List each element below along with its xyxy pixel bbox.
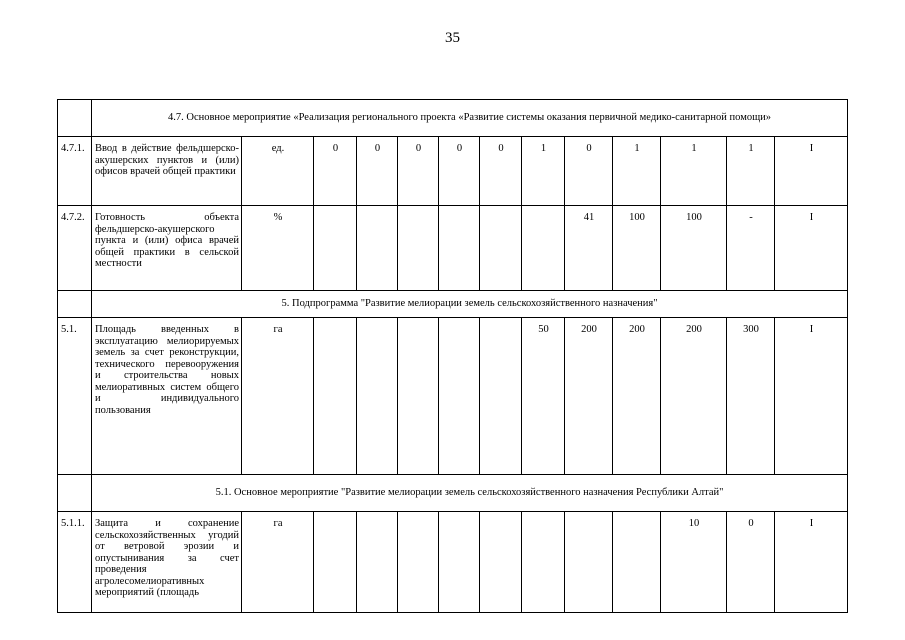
value-cell <box>480 512 522 613</box>
value-cell: 50 <box>522 318 565 475</box>
value-cell: I <box>775 318 848 475</box>
table-cell-empty <box>58 291 92 318</box>
indicator-name: Защита и сохранение сельскохозяйственных угодий от ветровой эрозии и опустынивания за счет проведения агролесомелиоративных мероприятий (площадь <box>92 512 242 613</box>
value-cell: I <box>775 512 848 613</box>
value-cell: 100 <box>613 206 661 291</box>
value-cell <box>357 206 398 291</box>
value-cell: 0 <box>565 137 613 206</box>
value-cell: 200 <box>613 318 661 475</box>
value-cell: 1 <box>613 137 661 206</box>
value-cell <box>480 318 522 475</box>
value-cell <box>398 512 439 613</box>
value-cell <box>357 512 398 613</box>
value-cell: 0 <box>727 512 775 613</box>
value-cell: 0 <box>439 137 480 206</box>
unit-cell: га <box>242 318 314 475</box>
indicator-name: Ввод в действие фельдшерско-акушерских пунктов и (или) офисов врачей общей практики <box>92 137 242 206</box>
row-number: 4.7.1. <box>58 137 92 206</box>
table-cell-empty <box>58 100 92 137</box>
value-cell: 1 <box>727 137 775 206</box>
table-row-section <box>58 100 848 137</box>
value-cell <box>398 318 439 475</box>
value-cell: 0 <box>480 137 522 206</box>
section-title: 5. Подпрограмма "Развитие мелиорации земель сельскохозяйственного назначения" <box>92 291 848 318</box>
page-number: 35 <box>445 30 460 46</box>
value-cell <box>314 206 357 291</box>
value-cell: 0 <box>398 137 439 206</box>
value-cell: - <box>727 206 775 291</box>
value-cell: 200 <box>565 318 613 475</box>
value-cell <box>439 318 480 475</box>
indicator-name: Готовность объекта фельдшерско-акушерского пункта и (или) офиса врачей общей практики в сельской местности <box>92 206 242 291</box>
value-cell <box>314 512 357 613</box>
value-cell: I <box>775 206 848 291</box>
row-number: 4.7.2. <box>58 206 92 291</box>
value-cell <box>522 206 565 291</box>
table-row <box>58 318 848 475</box>
value-cell: 1 <box>522 137 565 206</box>
value-cell <box>480 206 522 291</box>
table-row <box>58 137 848 206</box>
value-cell: 300 <box>727 318 775 475</box>
value-cell <box>439 512 480 613</box>
table-row-section <box>58 291 848 318</box>
table-row-section <box>58 475 848 512</box>
indicators-table <box>57 99 848 613</box>
value-cell: 100 <box>661 206 727 291</box>
table-row <box>58 206 848 291</box>
value-cell: 1 <box>661 137 727 206</box>
row-number: 5.1.1. <box>58 512 92 613</box>
value-cell: 0 <box>314 137 357 206</box>
value-cell: 41 <box>565 206 613 291</box>
value-cell: I <box>775 137 848 206</box>
value-cell: 10 <box>661 512 727 613</box>
value-cell <box>613 512 661 613</box>
unit-cell: га <box>242 512 314 613</box>
unit-cell: ед. <box>242 137 314 206</box>
value-cell: 0 <box>357 137 398 206</box>
value-cell <box>439 206 480 291</box>
value-cell <box>522 512 565 613</box>
value-cell: 200 <box>661 318 727 475</box>
table-row <box>58 512 848 613</box>
section-title: 5.1. Основное мероприятие "Развитие мелиорации земель сельскохозяйственного назначения Республики Алтай" <box>92 475 848 512</box>
value-cell <box>357 318 398 475</box>
row-number: 5.1. <box>58 318 92 475</box>
value-cell <box>398 206 439 291</box>
value-cell <box>565 512 613 613</box>
indicator-name: Площадь введенных в эксплуатацию мелиорируемых земель за счет реконструкции, технического перевооружения и строительства новых мелиоративных систем общего и индивидуального пользования <box>92 318 242 475</box>
section-title: 4.7. Основное мероприятие «Реализация регионального проекта «Развитие системы оказания первичной медико-санитарной помощи» <box>92 100 848 137</box>
unit-cell: % <box>242 206 314 291</box>
value-cell <box>314 318 357 475</box>
table-cell-empty <box>58 475 92 512</box>
